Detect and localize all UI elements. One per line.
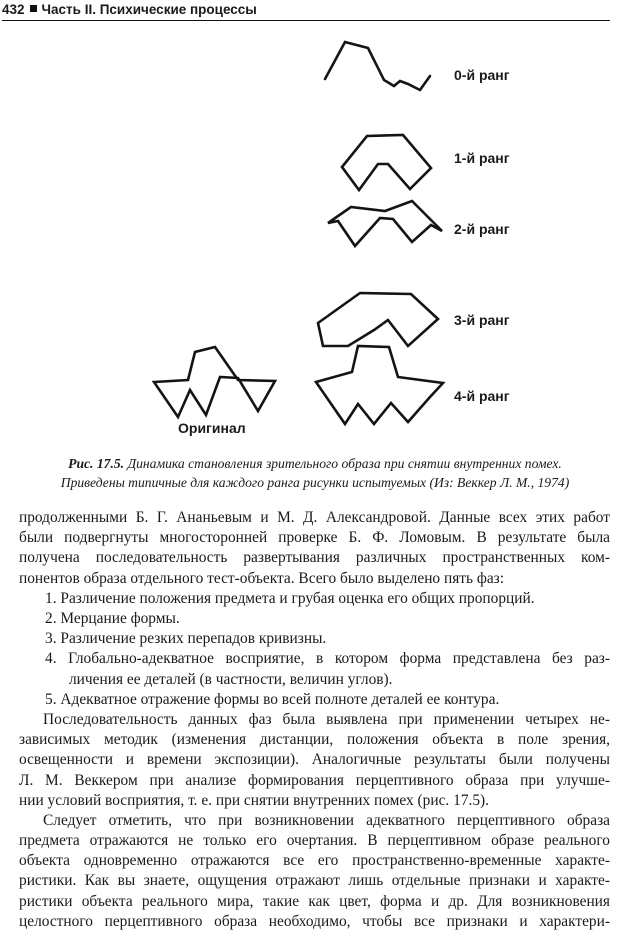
list-item-4: 4. Глобально-адекватное восприятие, в котором форма представлена без раз-: [45, 650, 610, 668]
original-label: Оригинал: [178, 420, 246, 436]
text-line: объекта одновременно отражаются все его пространственно-временные характе-: [19, 852, 610, 870]
text-line: понентов образа отдельного тест-объекта. Всего было выделено пять фаз:: [19, 569, 505, 587]
original-shape: [154, 347, 275, 417]
list-item-1: 1. Различение положения предмета и грубая оценка его общих пропорций.: [45, 589, 535, 607]
list-item-3: 3. Различение резких перепадов кривизны.: [45, 630, 327, 648]
figure-17-5: [0, 24, 620, 444]
page-number: 432: [2, 2, 25, 17]
rank-label-0: 0-й ранг: [454, 67, 510, 83]
list-item-2: 2. Мерцание формы.: [45, 609, 180, 627]
text-line: получена последовательность развертывания различных пространственных ком-: [19, 549, 610, 567]
rank-0-shape: [325, 42, 430, 90]
caption-line-2: Приведены типичные для каждого ранга рисунки испытуемых (Из: Веккер Л. М., 1974): [60, 475, 570, 490]
text-line: освещенности и времени экспозиции). Аналогичные результаты были получены: [19, 751, 610, 769]
rank-label-3: 3-й ранг: [454, 312, 510, 328]
rank-1-shape: [342, 135, 431, 190]
part-title: Часть II. Психические процессы: [41, 2, 257, 17]
body-text: [19, 508, 610, 932]
text-line: зависимых методик (изменения дистанции, положения объекта в поле зрения,: [19, 731, 610, 749]
rank-label-1: 1-й ранг: [454, 150, 510, 166]
caption-line-1: [20, 454, 610, 473]
text-line: предмета отражаются не только его очертания. В перцептивном образе реального: [19, 832, 610, 850]
text-line: Л. М. Веккером при анализе формирования перцептивного образа при улучше-: [19, 771, 610, 789]
text-line: продолженными Б. Г. Ананьевым и М. Д. Александровой. Данные всех этих работ: [19, 509, 610, 526]
rank-2-shape: [328, 201, 442, 246]
text-line: нии условий восприятия, т. е. при снятии внутренних помех (рис. 17.5).: [19, 791, 490, 809]
caption-text-1: Динамика становления зрительного образа при снятии внутренних помех.: [127, 456, 562, 471]
figure-drawing: [0, 24, 620, 444]
rank-label-4: 4-й ранг: [454, 388, 510, 404]
rank-label-2: 2-й ранг: [454, 221, 510, 237]
text-line: Последовательность данных фаз была выявлена при применении четырех не-: [43, 710, 610, 728]
square-bullet-icon: [30, 5, 37, 12]
caption-prefix: Рис. 17.5.: [68, 456, 125, 471]
rank-4-shape: [316, 346, 443, 424]
list-item-5: 5. Адекватное отражение формы во всей полноте деталей ее контура.: [45, 690, 500, 708]
figure-caption: [20, 454, 610, 492]
text-line: ристики. Как вы знаете, ощущения отражают лишь отдельные признаки и характе-: [19, 872, 610, 890]
list-item-4-continued: личения ее деталей (в частности, величин углов).: [69, 670, 393, 688]
text-line: целостного перцептивного образа необходимо, чтобы все признаки и характери-: [19, 912, 610, 930]
text-line: Следует отметить, что при возникновении адекватного перцептивного образа: [43, 811, 610, 829]
rank-3-shape: [318, 293, 438, 346]
running-header: [2, 1, 610, 21]
text-line: были подвергнуты многосторонней проверке Б. Ф. Ломовым. В результате была: [19, 529, 610, 547]
text-line: ристики объекта реального мира, такие как цвет, форма и др. Для возникновения: [19, 892, 610, 910]
